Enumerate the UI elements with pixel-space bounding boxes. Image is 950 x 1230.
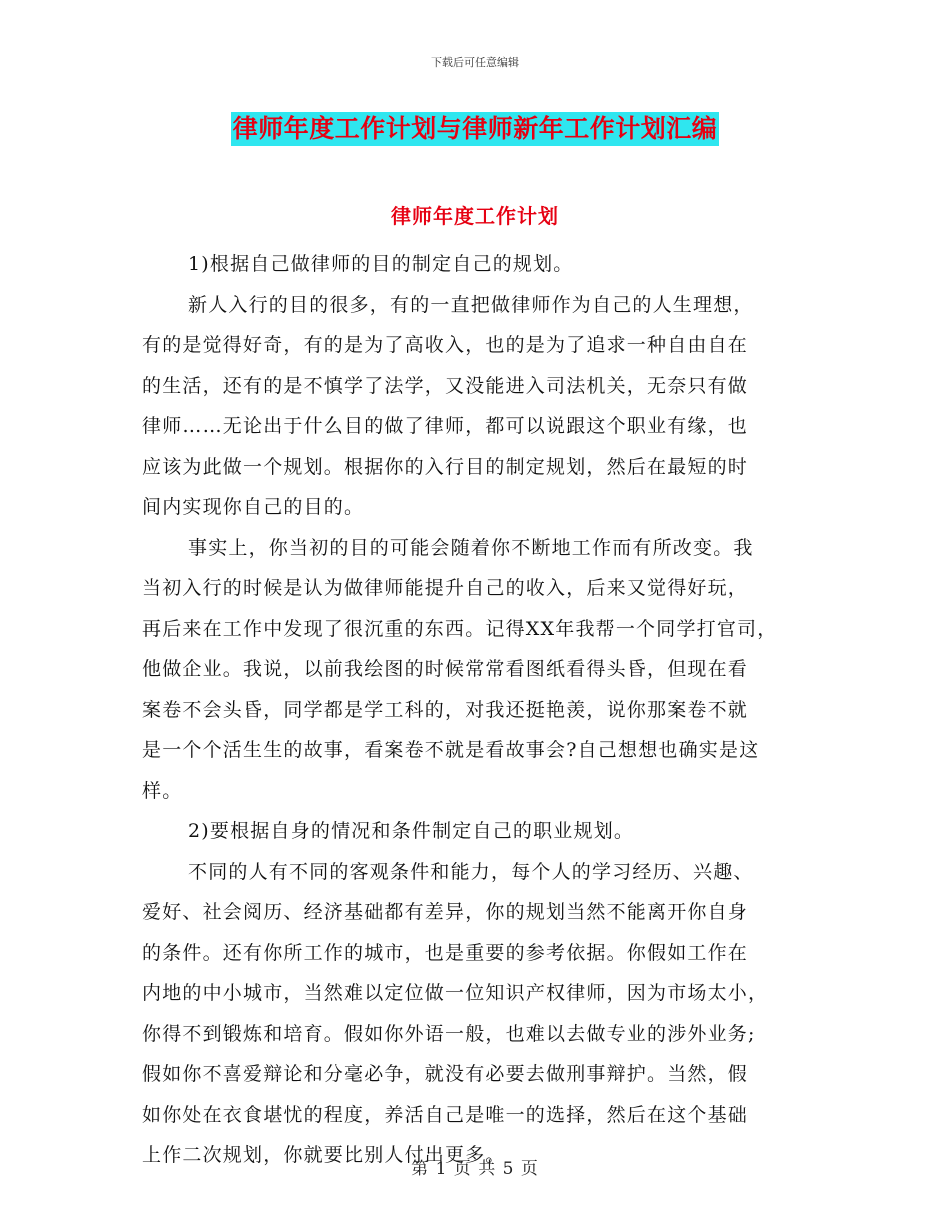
text-line: 事实上，你当初的目的可能会随着你不断地工作而有所改变。我 (188, 536, 754, 559)
text-line: 样。 (142, 779, 183, 802)
title-container (0, 112, 950, 146)
page-footer: 第 1 页 共 5 页 (411, 1159, 539, 1179)
text-line: 再后来在工作中发现了很沉重的东西。记得XX年我帮一个同学打官司， (142, 617, 778, 640)
text-line: 是一个个活生生的故事，看案卷不就是看故事会?自己想想也确实是这 (142, 739, 760, 761)
header-note: 下载后可任意编辑 (431, 56, 519, 69)
text-line: 案卷不会头昏，同学都是学工科的，对我还挺艳羡，说你那案卷不就 (142, 698, 749, 721)
text-line: 的条件。还有你所工作的城市，也是重要的参考依据。你假如工作在 (142, 941, 749, 964)
text-line: 律师……无论出于什么目的做了律师，都可以说跟这个职业有缘，也 (142, 415, 749, 437)
text-line: 爱好、社会阅历、经济基础都有差异，你的规划当然不能离开你自身 (142, 901, 749, 923)
text-line: 上作二次规划，你就要比别人付出更多。 (142, 1144, 506, 1166)
text-line: 2)要根据自身的情况和条件制定自己的职业规划。 (188, 820, 635, 842)
text-line: 他做企业。我说，以前我绘图的时候常常看图纸看得头昏，但现在看 (142, 658, 749, 680)
section-title: 律师年度工作计划 (391, 204, 559, 228)
body-text (142, 244, 812, 1176)
text-line: 如你处在衣食堪忧的程度，养活自己是唯一的选择，然后在这个基础 (142, 1103, 749, 1126)
text-line: 假如你不喜爱辩论和分毫必争，就没有必要去做刑事辩护。当然，假 (142, 1063, 749, 1085)
text-line: 应该为此做一个规划。根据你的入行目的制定规划，然后在最短的时 (142, 455, 749, 478)
text-line: 1)根据自己做律师的目的制定自己的规划。 (188, 253, 574, 275)
text-line: 间内实现你自己的目的。 (142, 496, 365, 518)
text-line: 当初入行的时候是认为做律师能提升自己的收入，后来又觉得好玩， (142, 577, 749, 599)
text-line: 内地的中小城市，当然难以定位做一位知识产权律师，因为市场太小， (142, 982, 769, 1004)
text-line: 有的是觉得好奇，有的是为了高收入，也的是为了追求一种自由自在 (142, 334, 749, 356)
text-line: 新人入行的目的很多，有的一直把做律师作为自己的人生理想， (188, 293, 754, 316)
document-title: 律师年度工作计划与律师新年工作计划汇编 (231, 112, 720, 146)
text-line: 不同的人有不同的客观条件和能力，每个人的学习经历、兴趣、 (188, 860, 754, 883)
text-line: 你得不到锻炼和培育。假如你外语一般，也难以去做专业的涉外业务; (142, 1022, 756, 1045)
text-line: 的生活，还有的是不慎学了法学，又没能进入司法机关，无奈只有做 (142, 374, 749, 397)
